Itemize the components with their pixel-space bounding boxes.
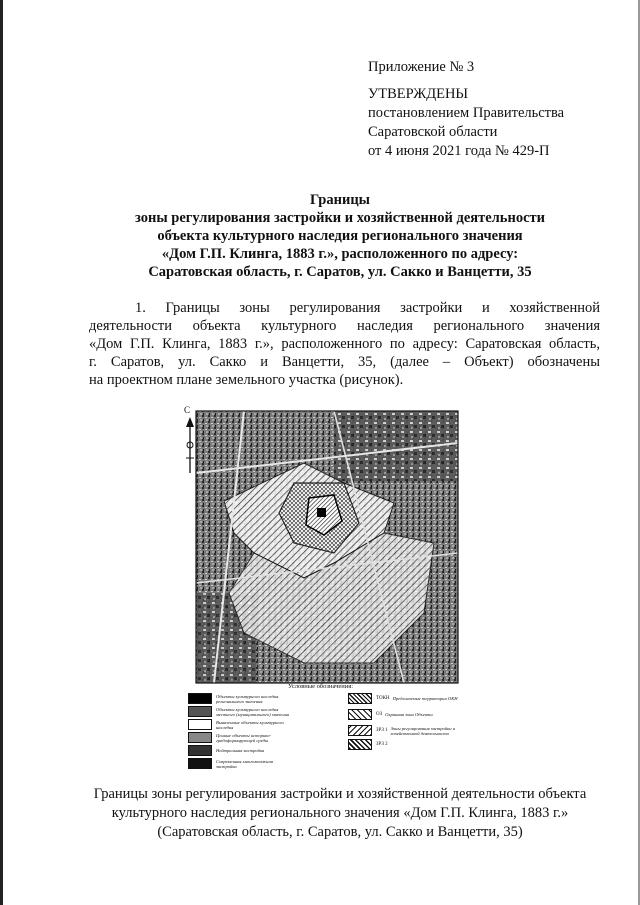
title-line-3: объекта культурного наследия регионального значения [157,228,523,244]
caption-line-1: Границы зоны регулирования застройки и хозяйственной деятельности объекта [93,786,587,802]
legend-item-valuable-objects: Ценные объекты историко-градоформирующей среды [188,732,291,743]
legend-item-regional-heritage: Объекты культурного наследия регионального значения [188,693,291,704]
legend-swatch-black [188,693,212,704]
legend-item-zrz-2: ЗРЗ 2 [348,739,391,750]
paragraph-line-3: «Дом Г.П. Клинга, 1883 г.», расположенного по адресу: Саратовская область, [89,336,600,352]
figure-caption [80,785,600,842]
legend-swatch-tokn [348,693,372,704]
heritage-object [317,508,326,517]
approved-heading: УТВЕРЖДЕНЫ [368,86,469,102]
legend-item-identified-heritage: Выявленные объекты культурного наследия [188,719,291,730]
legend-swatch-zrz-2 [348,739,372,750]
legend-title: Условные обозначения: [288,683,354,690]
map-legend [188,684,498,774]
paragraph-line-5: на проектном плане земельного участка (рисунок). [89,372,404,388]
legend-item-tokn: ТОКН Предлагаемые территории ОКН [348,693,458,704]
approval-line-2: Саратовской области [368,124,498,140]
legend-item-neutral-buildings: Нейтральная застройка [188,745,264,756]
legend-swatch-oz [348,709,372,720]
approval-line-3: от 4 июня 2021 года № 429-П [368,143,550,159]
document-title [80,191,600,281]
caption-line-3: (Саратовская область, г. Саратов, ул. Сакко и Ванцетти, 35) [157,824,523,840]
title-line-1: Границы [309,192,370,208]
paragraph-line-2: деятельности объекта культурного наследия регионального значения [89,318,600,334]
legend-item-modern-buildings: Современная многоэтажная застройка [188,758,291,769]
title-line-5: Саратовская область, г. Саратов, ул. Сакко и Ванцетти, 35 [148,264,532,280]
legend-swatch-zrz-1 [348,725,372,736]
paragraph-line-4: г. Саратов, ул. Сакко и Ванцетти, 35, (далее – Объект) обозначены [89,354,600,370]
north-arrow-icon [186,417,194,473]
title-line-2: зоны регулирования застройки и хозяйственной деятельности [135,210,545,226]
scan-edge-left [0,0,3,905]
legend-swatch-white [188,719,212,730]
legend-swatch-charcoal [188,745,212,756]
legend-item-oz: ОЗ Охранная зона Объекта [348,709,433,720]
caption-line-2: культурного наследия регионального значения «Дом Г.П. Клинга, 1883 г.» [111,805,569,821]
title-line-4: «Дом Г.П. Клинга, 1883 г.», расположенного по адресу: [161,246,519,262]
legend-item-zrz-1: ЗРЗ 1 Зоны регулирования застройки и хозяйственной деятельности [348,725,466,736]
appendix-number: Приложение № 3 [368,59,475,75]
legend-swatch-gray [188,732,212,743]
legend-swatch-darkgray [188,706,212,717]
project-plan-map [184,403,460,686]
north-label: С [184,405,191,415]
approval-line-1: постановлением Правительства [368,105,565,121]
approval-block [368,58,564,161]
body-paragraph [89,299,600,389]
legend-swatch-nearblack [188,758,212,769]
legend-item-local-heritage: Объекты культурного наследия местного (муниципального) значения [188,706,291,717]
paragraph-line-1: 1. Границы зоны регулирования застройки и хозяйственной [135,300,600,316]
